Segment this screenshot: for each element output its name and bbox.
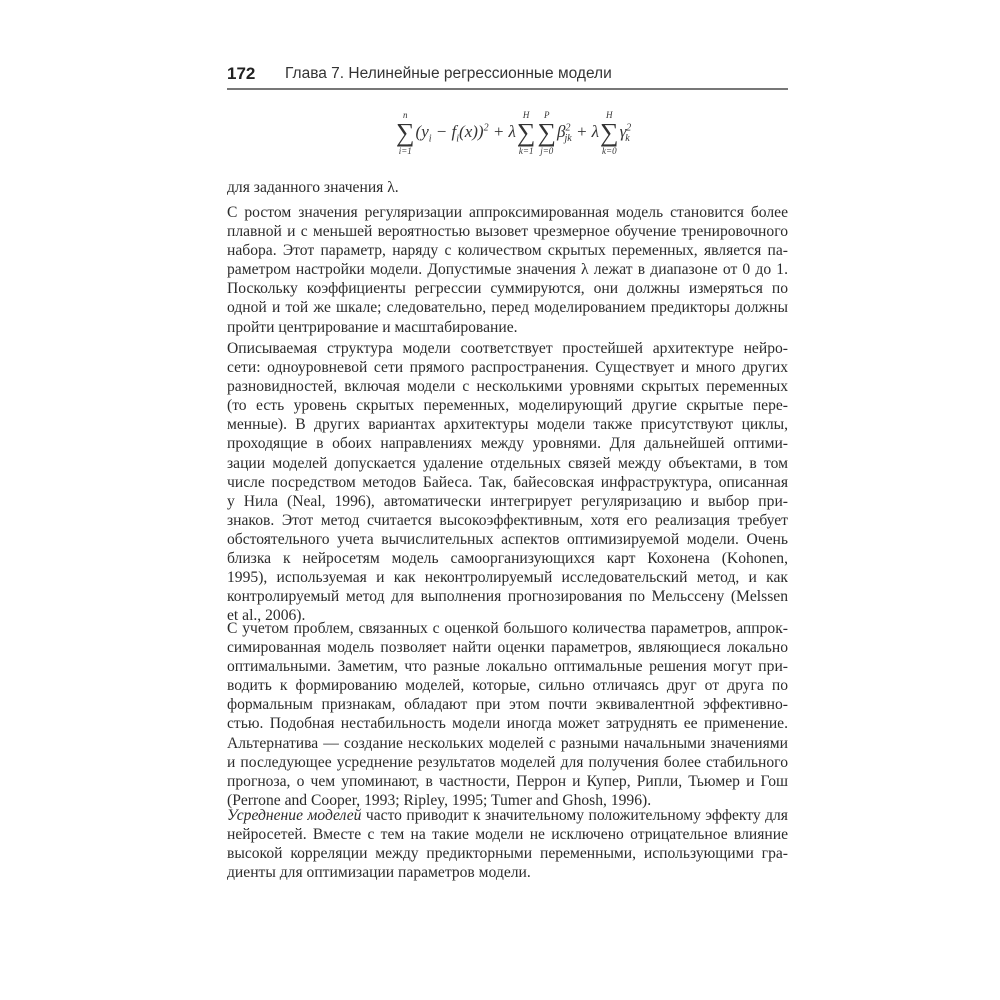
sum-upper: n xyxy=(403,110,408,120)
text-line: диенты для оптимизации параметров модели. xyxy=(227,864,531,882)
text-line: Описываемая структура модели соответствует простейшей архитектуре нейро- xyxy=(227,340,788,357)
running-header xyxy=(227,64,788,90)
text-line: раметром настройки модели. Допустимые значения λ лежат в диапазоне от 0 до 1. xyxy=(227,261,788,279)
text-line: у Нила (Neal, 1996), автоматически интегрирует регуляризацию и выбор при- xyxy=(227,492,788,510)
formula-term: $\gamma^2_k$ xyxy=(619,121,632,145)
text-line: для заданного значения λ. xyxy=(227,179,399,196)
text-line: et al., 2006). xyxy=(227,607,306,625)
text-line: плавной и с меньшей вероятностью вызовет чрезмерное обучение тренировочного xyxy=(227,223,788,241)
text-line: симированная модель позволяет найти оценки параметров, являющиеся локально xyxy=(227,639,788,657)
text-line: пройти центрирование и масштабирование. xyxy=(227,318,518,336)
paragraph-model-averaging xyxy=(227,806,788,882)
text-line: близка к нейросетям модель самоорганизующихся карт Кохонена (Kohonen, xyxy=(227,550,788,568)
text-line: (то есть уровень скрытых переменных, моделирующий другие скрытые пере- xyxy=(227,397,788,415)
text-line: оптимальными. Заметим, что разные локально оптимальные решения могут при- xyxy=(227,658,788,676)
text-line: зации моделей допускается удаление отдельных связей между объектами, в том xyxy=(227,454,788,472)
text-line: С учетом проблем, связанных с оценкой большого количества параметров, аппрок- xyxy=(227,620,788,637)
text-line: формальным признакам, обладают при этом почти эквивалентной эффективно- xyxy=(227,696,788,714)
text-line: нейросетей. Вместе с тем на такие модели не исключено отрицательное влияние xyxy=(227,826,788,844)
text-line: высокой корреляции между предикторными переменными, использующими гра- xyxy=(227,845,788,863)
sum-lower: i=1 xyxy=(398,146,412,156)
text-line: водить к формированию моделей, которые, сильно отличаясь друг от друга по xyxy=(227,677,788,695)
text-line: С ростом значения регуляризации аппроксимированная модель становится более xyxy=(227,204,788,221)
text-line: набора. Этот параметр, наряду с количеством скрытых переменных, является па- xyxy=(227,242,788,260)
text-line: прогноза, о чем упоминают, в частности, Перрон и Купер, Рипли, Тьюмер и Гош xyxy=(227,772,788,790)
text-line: 1995), используемая и как неконтролируемый исследовательский метод, и как xyxy=(227,569,788,587)
text-line: одной и той же шкале; следовательно, перед моделированием предикторы должны xyxy=(227,299,788,317)
text-line: Поскольку коэффициенты регрессии суммируются, они должны измеряться по xyxy=(227,280,788,298)
text-line: менные). В других вариантах архитектуры модели также присутствуют циклы, xyxy=(227,416,788,434)
text-line: сети: одноуровневой сети прямого распространения. Существует и много других xyxy=(227,359,788,377)
text-line: знаков. Этот метод считается высокоэффективным, хотя его реализация требует xyxy=(227,511,788,529)
text-line: контролируемый метод для выполнения прогнозирования по Мельссену (Melssen xyxy=(227,588,788,606)
sum-symbol: H ∑ k=1 xyxy=(516,110,536,156)
sum-symbol: H ∑ k=0 xyxy=(600,110,619,156)
text-line: и последующее усреднение результатов моделей для получения более стабильного xyxy=(227,753,788,771)
chapter-title: Глава 7. Нелинейные регрессионные модели xyxy=(285,65,612,82)
formula-term: $\beta^2_{jk} + \lambda$ xyxy=(557,121,600,145)
paragraph-regularization xyxy=(227,203,788,337)
regularization-formula xyxy=(395,110,632,170)
sum-symbol: P ∑ j=0 xyxy=(537,110,556,156)
text-line xyxy=(227,806,788,825)
text-line: разновидностей, включая модели с несколькими уровнями скрытых переменных xyxy=(227,378,788,396)
text-line: (Perrone and Cooper, 1993; Ripley, 1995; Tumer and Ghosh, 1996). xyxy=(227,791,652,809)
paragraph-architecture xyxy=(227,339,788,625)
text-line: стью. Подобная нестабильность модели иногда может затруднять ее применение. xyxy=(227,715,788,733)
formula-caption xyxy=(227,178,788,197)
text-line: числе посредством методов Байеса. Так, байесовская инфраструктура, описанная xyxy=(227,473,788,491)
sum-symbol xyxy=(396,110,415,156)
text-line: Альтернатива — создание нескольких моделей с разными начальными значениями xyxy=(227,734,788,752)
emphasis-term: Усреднение моделей xyxy=(227,807,362,824)
formula-term: $(y_i - f_i(x))^2 + \lambda$ xyxy=(415,121,516,145)
paragraph-local-optima xyxy=(227,619,788,810)
sigma: ∑ xyxy=(396,118,415,147)
text-line: обстоятельного учета вычислительных аспектов оптимизируемой модели. Очень xyxy=(227,530,788,548)
page-number: 172 xyxy=(227,64,256,83)
text-span: часто приводит к значительному положительному эффекту для xyxy=(361,807,788,824)
text-line: проходящие в обоих направлениях между уровнями. Для дальнейшей оптими- xyxy=(227,435,788,453)
